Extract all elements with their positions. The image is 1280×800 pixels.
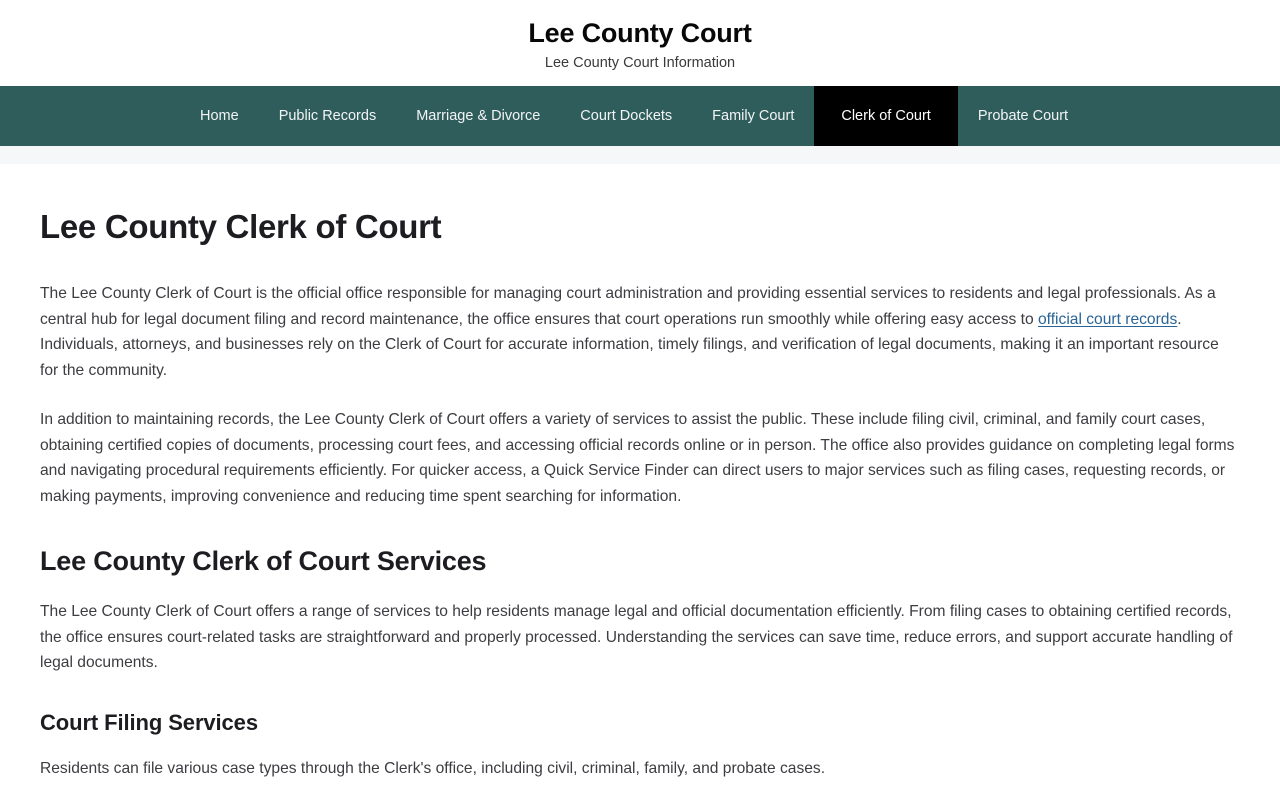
services-description-paragraph: The Lee County Clerk of Court offers a range of services to help residents manage legal and official documentation efficiently. From filing cases to obtaining certified records, the office ensures court-related tasks are straightforward and properly processed. Understanding the services can save time, reduce errors, and support accurate handling of legal documents. (40, 603, 1233, 672)
nav-item-probate-court[interactable]: Probate Court (977, 108, 1069, 125)
nav-item-home[interactable]: Home (200, 108, 239, 125)
main-content (0, 165, 1280, 781)
intro-paragraph (40, 281, 1240, 383)
intro-paragraph-part1: The Lee County Clerk of Court is the official office responsible for managing court administration and providing essential services to residents and legal professionals. As a central hub for legal document filing and record maintenance, the office ensures that court operations run smoothly while offering easy access to (40, 285, 1216, 328)
site-tagline: Lee County Court Information (544, 55, 736, 72)
subsection-title-court-filing-services: Court Filing Services (40, 709, 258, 735)
main-navigation (0, 86, 1280, 146)
intro-paragraph-part2: . Individuals, attorneys, and businesses rely on the Clerk of Court for accurate information, timely filings, and verification of legal documents, making it an important resource for the community. (40, 310, 1219, 379)
nav-item-marriage-divorce[interactable]: Marriage & Divorce (416, 108, 541, 125)
section-title-services: Lee County Clerk of Court Services (40, 546, 487, 577)
site-header (0, 0, 1280, 86)
nav-item-public-records[interactable]: Public Records (278, 108, 377, 125)
page-title: Lee County Clerk of Court (40, 208, 442, 246)
official-court-records-link[interactable]: official court records (1038, 310, 1178, 328)
services-overview-paragraph: In addition to maintaining records, the Lee County Clerk of Court offers a variety of services to assist the public. These include filing civil, criminal, and family court cases, obtaining certified copies of documents, processing court fees, and accessing official records online or in person. The office also provides guidance on completing legal forms and navigating procedural requirements efficiently. For quicker access, a Quick Service Finder can direct users to major services such as filing cases, requesting records, or making payments, improving convenience and reducing time spent searching for information. (40, 411, 1235, 505)
nav-item-court-dockets[interactable]: Court Dockets (580, 108, 673, 125)
nav-item-clerk-of-court[interactable]: Clerk of Court (814, 86, 957, 146)
site-title: Lee County Court (528, 18, 752, 48)
nav-underbar (0, 146, 1280, 165)
court-filing-paragraph: Residents can file various case types through the Clerk's office, including civil, criminal, family, and probate cases. (40, 760, 826, 778)
nav-item-family-court[interactable]: Family Court (712, 108, 795, 125)
